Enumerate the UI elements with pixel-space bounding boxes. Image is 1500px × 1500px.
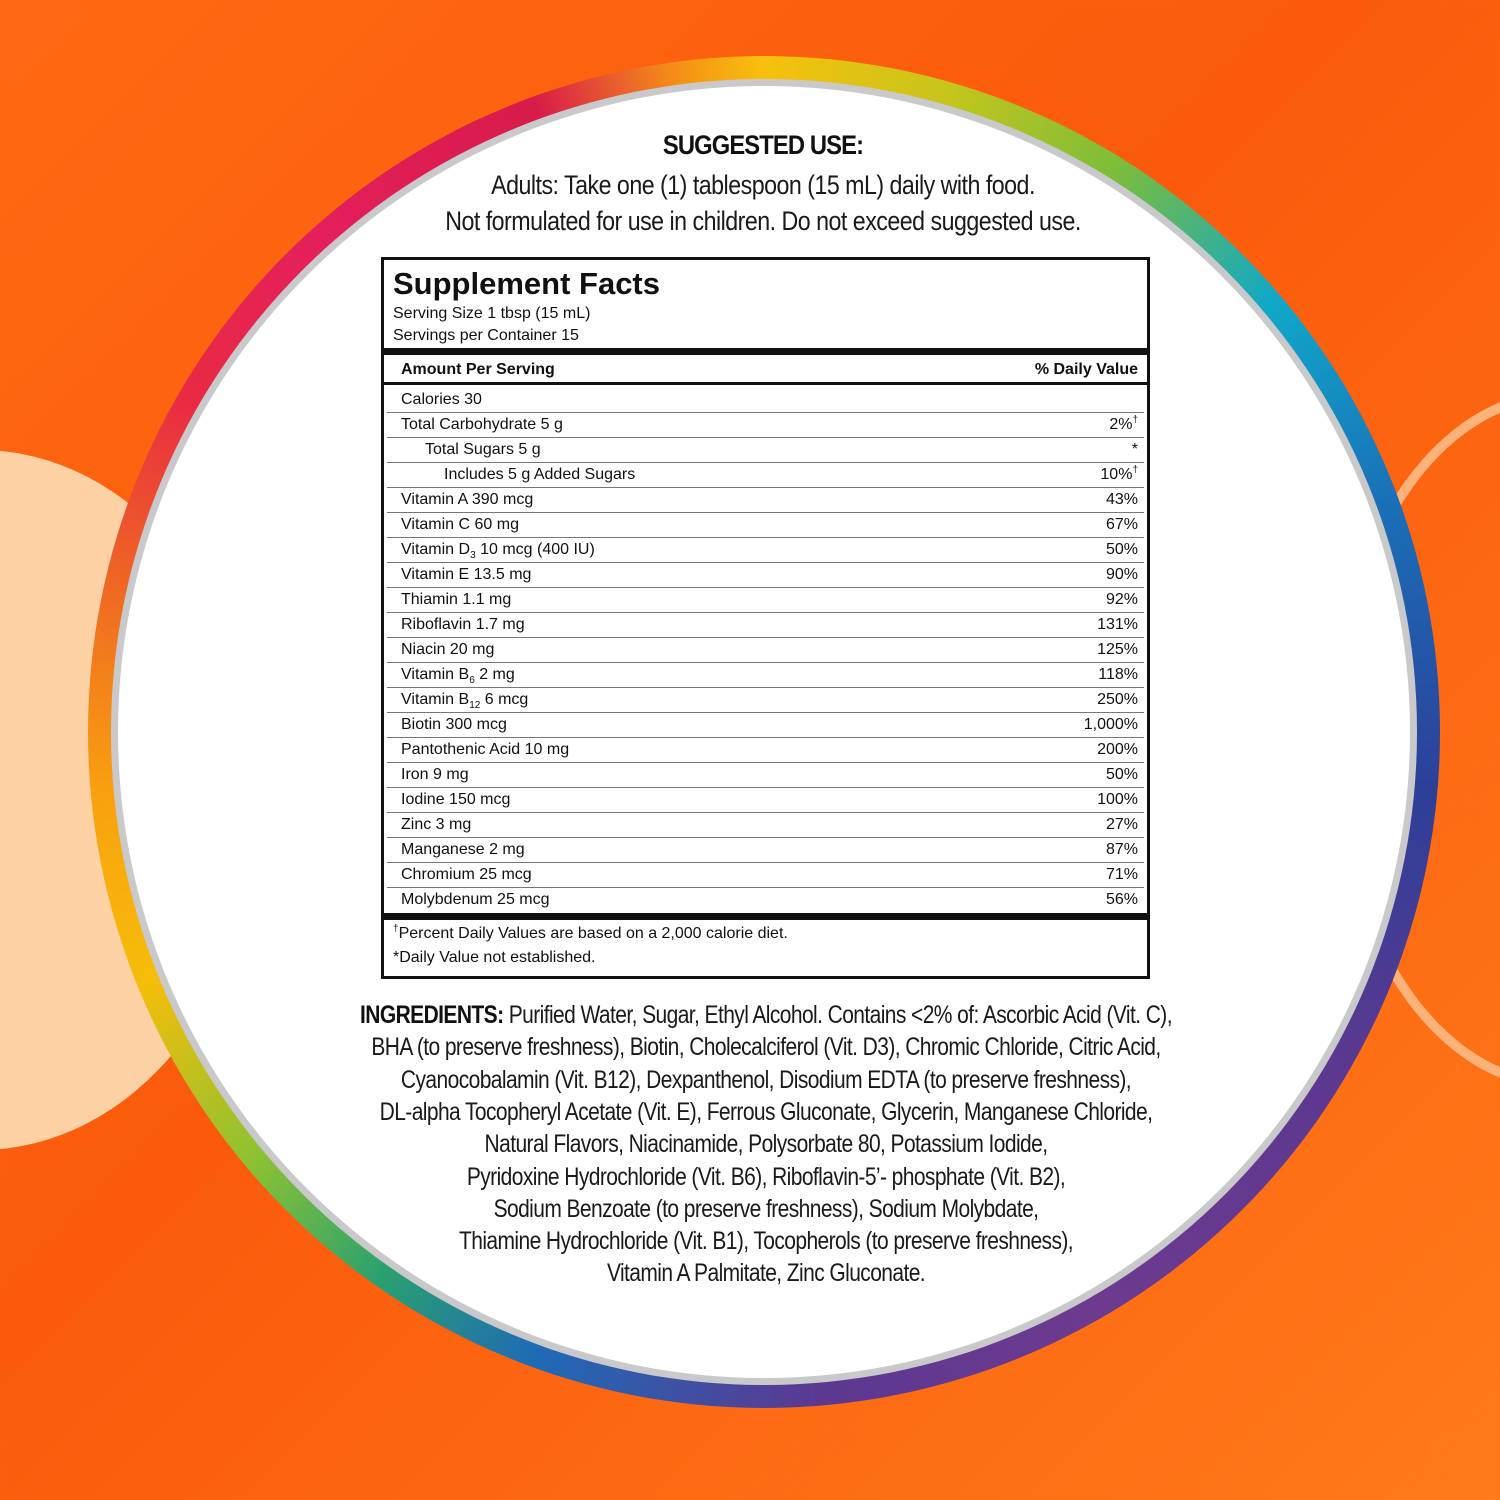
- nutrient-name-text: Vitamin E 13.5 mg: [401, 566, 532, 583]
- nutrient-name: [401, 541, 595, 562]
- ingredients-text: DL-alpha Tocopheryl Acetate (Vit. E), Ferrous Gluconate, Glycerin, Manganese Chloride,: [379, 1097, 1153, 1126]
- daily-value-text: 56%: [1105, 891, 1138, 908]
- daily-value: [1106, 866, 1138, 884]
- nutrient-name-text: Biotin 300 mcg: [401, 716, 507, 733]
- ingredients-label: INGREDIENTS:: [360, 1001, 504, 1029]
- nutrient-row: [387, 712, 1144, 738]
- nutrient-name-text: Calories 30: [401, 391, 482, 408]
- nutrient-name: [401, 566, 531, 584]
- daily-value-text: 92%: [1105, 591, 1138, 608]
- daily-value: [1100, 466, 1138, 484]
- daily-value: [1106, 766, 1138, 784]
- nutrient-name-text: Vitamin B: [401, 691, 470, 708]
- daily-value-text: 50%: [1105, 766, 1138, 783]
- ingredients-text: Pyridoxine Hydrochloride (Vit. B6), Riboflavin-5’- phosphate (Vit. B2),: [466, 1162, 1066, 1191]
- footnote-not-established: *Daily Value not established.: [393, 949, 596, 966]
- daily-value-text: 67%: [1105, 516, 1138, 533]
- ingredients-text: Vitamin A Palmitate, Zinc Gluconate.: [606, 1259, 926, 1288]
- nutrient-name: [401, 841, 525, 859]
- daily-value: [1084, 716, 1138, 734]
- daily-value: [1097, 616, 1138, 634]
- nutrient-name: [401, 766, 469, 784]
- nutrient-name-text: Thiamin 1.1 mg: [401, 591, 512, 608]
- nutrient-name-text: Iodine 150 mcg: [401, 791, 511, 808]
- daily-value-text: 10%: [1100, 466, 1133, 483]
- nutrient-name-suffix: 2 mg: [474, 666, 515, 683]
- ingredients-text: BHA (to preserve freshness), Biotin, Cholecalciferol (Vit. D3), Chromic Chloride, Citric Acid,: [371, 1033, 1161, 1062]
- nutrient-row: [387, 587, 1144, 613]
- daily-value-text: 71%: [1105, 866, 1138, 883]
- suggested-use-heading: SUGGESTED USE:: [662, 130, 864, 160]
- dagger-mark: †: [1132, 464, 1138, 476]
- daily-value-text: 131%: [1097, 616, 1138, 633]
- daily-value-text: 250%: [1097, 691, 1138, 708]
- daily-value: [1106, 491, 1138, 509]
- daily-value: [1097, 641, 1138, 659]
- daily-value-text: 125%: [1097, 641, 1138, 658]
- daily-value: [1106, 816, 1138, 834]
- daily-value: [1106, 541, 1138, 559]
- daily-value: [1106, 891, 1138, 909]
- nutrient-row: [387, 887, 1144, 912]
- nutrient-name: [401, 591, 511, 609]
- daily-value: [1097, 691, 1138, 709]
- footnote-daily-values: [393, 925, 788, 943]
- dagger-mark: †: [1132, 414, 1138, 426]
- nutrient-name: [401, 491, 533, 509]
- nutrient-name: [401, 691, 529, 712]
- nutrient-row: [387, 612, 1144, 638]
- nutrient-row: [387, 812, 1144, 838]
- nutrient-row: [387, 637, 1144, 663]
- nutrient-name: [401, 416, 563, 434]
- daily-value: [1097, 791, 1138, 809]
- daily-value-text: 200%: [1097, 741, 1138, 758]
- panel-title: Supplement Facts: [393, 266, 660, 301]
- nutrient-row: [387, 562, 1144, 588]
- daily-value-text: 27%: [1105, 816, 1138, 833]
- nutrient-row: [387, 787, 1144, 813]
- nutrient-subscript: 6: [469, 675, 475, 687]
- daily-value: [1106, 516, 1138, 534]
- daily-value-text: 100%: [1097, 791, 1138, 808]
- ingredients-line: [123, 1001, 1410, 1030]
- nutrient-name: [401, 891, 550, 909]
- nutrient-name-text: Iron 9 mg: [401, 766, 469, 783]
- nutrient-name: [401, 741, 569, 759]
- daily-value-header: % Daily Value: [1034, 361, 1138, 378]
- amount-header-row: [384, 358, 1147, 385]
- nutrient-name: [401, 666, 515, 687]
- nutrient-name-text: Vitamin C 60 mg: [401, 516, 519, 533]
- ingredients-text: Thiamine Hydrochloride (Vit. B1), Tocopherols (to preserve freshness),: [458, 1227, 1074, 1256]
- amount-per-serving-label: Amount Per Serving: [401, 361, 555, 378]
- nutrient-name-text: Total Carbohydrate 5 g: [401, 416, 563, 433]
- nutrient-name-text: Vitamin D: [401, 541, 471, 558]
- daily-value: [1106, 591, 1138, 609]
- nutrient-name-suffix: 10 mcg (400 IU): [475, 541, 595, 558]
- daily-value-text: 87%: [1105, 841, 1138, 858]
- nutrient-row: [387, 687, 1144, 713]
- nutrient-name-text: Chromium 25 mcg: [401, 866, 532, 883]
- daily-value-text: *: [1131, 441, 1138, 458]
- nutrient-subscript: 12: [469, 700, 481, 712]
- nutrient-name-text: Vitamin A 390 mcg: [401, 491, 534, 508]
- footnote-daily-values-text: Percent Daily Values are based on a 2,000 calorie diet.: [398, 925, 788, 942]
- nutrient-row: [387, 412, 1144, 438]
- nutrient-name-text: Pantothenic Acid 10 mg: [401, 741, 570, 758]
- daily-value-text: 90%: [1105, 566, 1138, 583]
- ingredients-line: [123, 1195, 1410, 1224]
- nutrient-name: [401, 516, 519, 534]
- nutrient-name-text: Zinc 3 mg: [401, 816, 472, 833]
- ingredients-text: Sodium Benzoate (to preserve freshness), Sodium Molybdate,: [493, 1194, 1039, 1223]
- supplement-facts-panel: [381, 257, 1150, 979]
- ingredients-line: [123, 1130, 1410, 1159]
- suggested-use-line-2: Not formulated for use in children. Do not exceed suggested use.: [445, 206, 1081, 236]
- serving-size: Serving Size 1 tbsp (15 mL): [393, 305, 591, 322]
- nutrient-name: [401, 641, 494, 659]
- daily-value: [1106, 566, 1138, 584]
- daily-value-text: 43%: [1105, 491, 1138, 508]
- ingredients-line: [123, 1098, 1410, 1127]
- nutrient-name: [401, 816, 471, 834]
- ingredients-line: [123, 1033, 1410, 1062]
- ingredients-line: [123, 1066, 1410, 1095]
- nutrient-name: [401, 391, 482, 409]
- ingredients-line: [123, 1227, 1410, 1256]
- nutrient-name-text: Total Sugars 5 g: [425, 441, 541, 458]
- nutrient-row: [387, 837, 1144, 863]
- daily-value: [1098, 666, 1138, 684]
- nutrient-row: [387, 487, 1144, 513]
- nutrient-name-text: Molybdenum 25 mcg: [401, 891, 550, 908]
- nutrient-row: [387, 662, 1144, 688]
- ingredients-line: [123, 1163, 1410, 1192]
- daily-value-text: 50%: [1105, 541, 1138, 558]
- divider-thick-top: [384, 348, 1147, 355]
- daily-value: [1132, 441, 1138, 459]
- divider-thick-bottom: [384, 913, 1147, 920]
- nutrient-row: [387, 512, 1144, 538]
- nutrient-name: [401, 791, 510, 809]
- nutrient-subscript: 3: [470, 550, 476, 562]
- daily-value: [1106, 841, 1138, 859]
- ingredients-text: Purified Water, Sugar, Ethyl Alcohol. Contains <2% of: Ascorbic Acid (Vit. C),: [503, 1001, 1172, 1029]
- daily-value-text: 1,000%: [1083, 716, 1138, 733]
- nutrient-row: [387, 862, 1144, 888]
- nutrient-row: [387, 462, 1144, 488]
- footnote-mark: †: [393, 923, 399, 935]
- nutrient-row: [387, 762, 1144, 788]
- nutrient-name: [401, 616, 525, 634]
- nutrient-name: [401, 716, 507, 734]
- daily-value: [1097, 741, 1138, 759]
- nutrient-row: [387, 737, 1144, 763]
- nutrient-name-text: Riboflavin 1.7 mg: [401, 616, 525, 633]
- ingredients-line: [123, 1259, 1410, 1288]
- nutrient-name-text: Niacin 20 mg: [401, 641, 495, 658]
- nutrient-name: [425, 441, 541, 459]
- nutrient-row: [387, 437, 1144, 463]
- daily-value-text: 2%: [1109, 416, 1133, 433]
- nutrient-name: [401, 866, 532, 884]
- suggested-use-line-1: Adults: Take one (1) tablespoon (15 mL) daily with food.: [491, 170, 1035, 200]
- nutrient-row: [387, 537, 1144, 563]
- nutrient-name-text: Vitamin B: [401, 666, 470, 683]
- daily-value-text: 118%: [1098, 666, 1138, 683]
- nutrient-name-text: Includes 5 g Added Sugars: [444, 466, 636, 483]
- nutrient-row: [387, 387, 1144, 413]
- nutrient-name-suffix: 6 mcg: [480, 691, 529, 708]
- ingredients-text: Cyanocobalamin (Vit. B12), Dexpanthenol, Disodium EDTA (to preserve freshness),: [400, 1065, 1132, 1094]
- nutrient-name-text: Manganese 2 mg: [401, 841, 525, 858]
- nutrient-name: [444, 466, 635, 484]
- daily-value: [1109, 416, 1138, 434]
- servings-per-container: Servings per Container 15: [393, 327, 579, 344]
- ingredients-text: Natural Flavors, Niacinamide, Polysorbate 80, Potassium Iodide,: [484, 1130, 1048, 1159]
